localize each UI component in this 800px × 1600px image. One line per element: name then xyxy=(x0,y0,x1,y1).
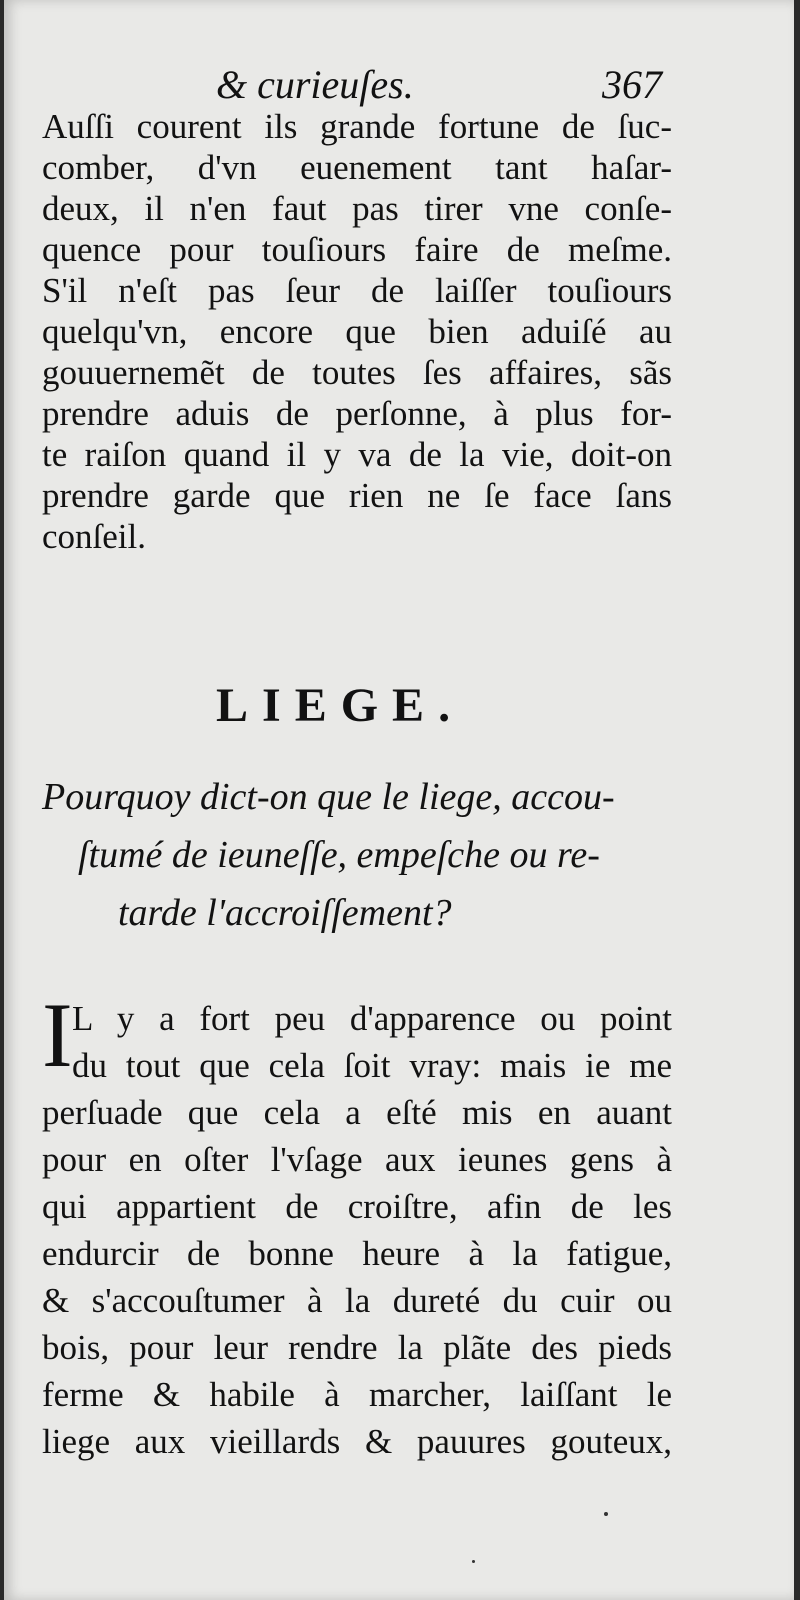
page-number: 367 xyxy=(602,62,662,107)
text-line: Auſſi courent ils grande fortune de ſuc- xyxy=(42,107,672,146)
answer-paragraph xyxy=(42,984,672,1465)
book-page xyxy=(4,0,794,1600)
text-line: du tout que cela ſoit vray: mais ie me xyxy=(72,1046,672,1085)
text-line: comber, d'vn euenement tant haſar- xyxy=(42,148,672,187)
text-line: liege aux vieillards & pauures gouteux, xyxy=(42,1422,672,1461)
text-line: te raiſon quand il y va de la vie, doit-on xyxy=(42,435,672,474)
question-line: tarde l'accroiſſement? xyxy=(118,892,452,934)
text-line: quelqu'vn, encore que bien aduiſé au xyxy=(42,312,672,351)
text-line: S'il n'eſt pas ſeur de laiſſer touſiours xyxy=(42,271,672,310)
question-heading xyxy=(42,768,672,942)
text-line: L y a fort peu d'apparence ou point xyxy=(72,999,672,1038)
running-title: & curieuſes. xyxy=(216,62,414,107)
question-line: ſtumé de ieuneſſe, empeſche ou re- xyxy=(78,834,600,876)
text-line: bois, pour leur rendre la plãte des pieds xyxy=(42,1328,672,1367)
ink-speck xyxy=(472,1560,475,1563)
text-line: prendre garde que rien ne ſe face ſans xyxy=(42,476,672,515)
text-line: pour en oſter l'vſage aux ieunes gens à xyxy=(42,1140,672,1179)
text-line: conſeil. xyxy=(42,517,146,556)
drop-cap: I xyxy=(42,984,73,1086)
text-line: prendre aduis de perſonne, à plus for- xyxy=(42,394,672,433)
text-line: qui appartient de croiſtre, afin de les xyxy=(42,1187,672,1226)
section-heading: LIEGE. xyxy=(216,679,465,732)
paragraph-continued xyxy=(42,106,672,557)
ink-speck xyxy=(604,1512,608,1516)
text-line: & s'accouſtumer à la dureté du cuir ou xyxy=(42,1281,672,1320)
text-line: deux, il n'en faut pas tirer vne conſe- xyxy=(42,189,672,228)
text-line: ferme & habile à marcher, laiſſant le xyxy=(42,1375,672,1414)
question-line: Pourquoy dict-on que le liege, accou- xyxy=(42,776,615,818)
text-line: gouuernemẽt de toutes ſes affaires, sãs xyxy=(42,353,672,392)
text-line: endurcir de bonne heure à la fatigue, xyxy=(42,1234,672,1273)
text-line: perſuade que cela a eſté mis en auant xyxy=(42,1093,672,1132)
text-line: quence pour touſiours faire de meſme. xyxy=(42,230,672,269)
